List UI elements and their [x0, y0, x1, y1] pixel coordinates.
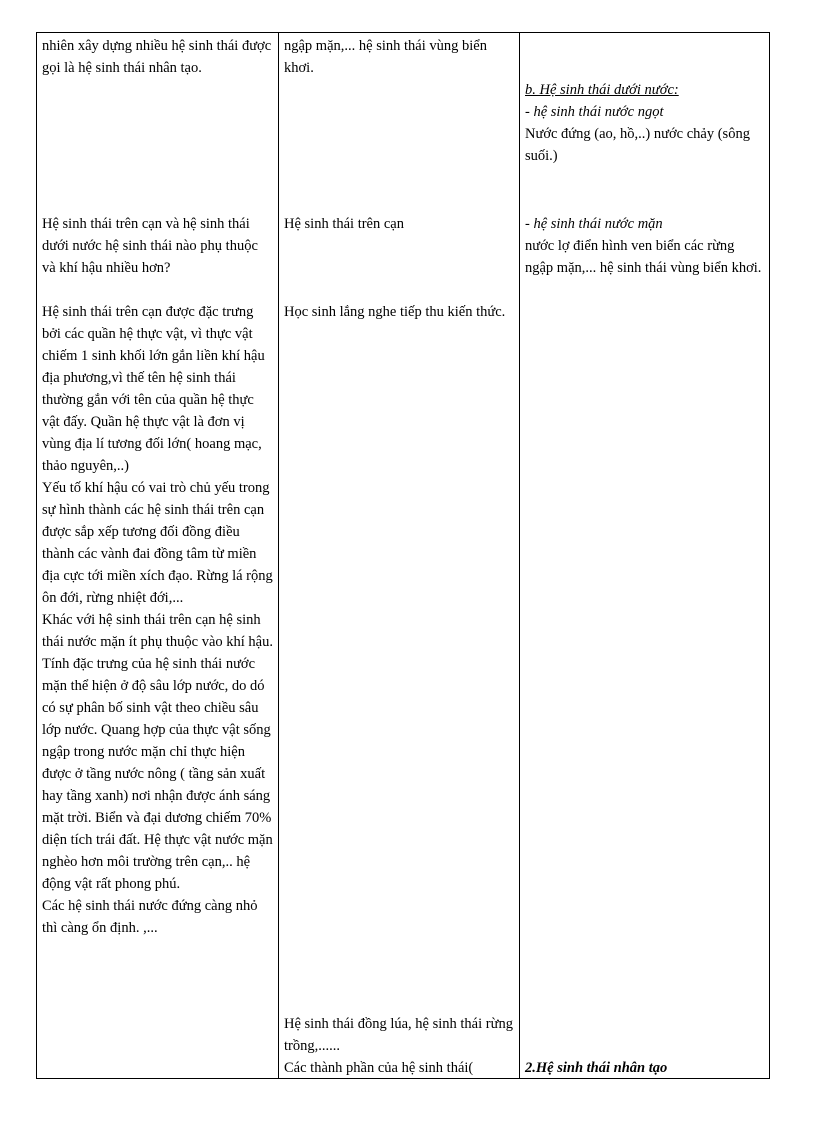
- text-block: [525, 1057, 764, 1079]
- question-paragraph: Hệ sinh thái trên cạn và hệ sinh thái dưới nước hệ sinh thái nào phụ thuộc và khí hậu nhiều hơn?: [42, 216, 258, 276]
- label-saltwater: - hệ sinh thái nước mặn: [525, 216, 663, 232]
- text-block: [42, 35, 273, 79]
- student-activity-column: [279, 33, 520, 1079]
- examples-paragraph: Hệ sinh thái đồng lúa, hệ sinh thái rừng trồng,......: [284, 1016, 513, 1054]
- text-block: [42, 301, 273, 939]
- text-block: [284, 213, 514, 235]
- paragraph-climate: Yếu tố khí hậu có vai trò chủ yếu trong sự hình thành các hệ sinh thái trên cạn được sắp xếp tương đối đồng điều thành các vành đai đồng tâm từ miền địa cực tới miền xích đạo. Rừng lá rộng ôn đới, rừng nhiệt đới,...: [42, 480, 273, 606]
- paragraph-artificial-ecosystem: nhiên xây dựng nhiều hệ sinh thái được gọi là hệ sinh thái nhân tạo.: [42, 38, 272, 76]
- text-block: [284, 1013, 514, 1079]
- teacher-activity-column: [37, 33, 279, 1079]
- components-paragraph: Các thành phần của hệ sinh thái(: [284, 1060, 474, 1076]
- lesson-table: [36, 32, 770, 1079]
- text-block: [42, 213, 273, 279]
- freshwater-description: Nước đứng (ao, hồ,..) nước chảy (sông suối.): [525, 126, 750, 164]
- paragraph-terrestrial: Hệ sinh thái trên cạn được đặc trưng bởi các quần hệ thực vật, vì thực vật chiếm 1 sinh khối lớn gắn liền khí hậu địa phương,vì thế tên hệ sinh thái thường gắn với tên của quần hệ thực vật đấy. Quần hệ thực vật là đơn vị vùng địa lí tương đối lớn( hoang mạc, thảo nguyên,..): [42, 304, 265, 474]
- listen-paragraph: Học sinh lắng nghe tiếp thu kiến thức.: [284, 304, 506, 320]
- paragraph-mangrove: ngập mặn,... hệ sinh thái vùng biển khơi.: [284, 38, 487, 76]
- text-block: [284, 301, 514, 323]
- paragraph-saltwater: Khác với hệ sinh thái trên cạn hệ sinh thái nước mặn ít phụ thuộc vào khí hậu. Tính đặc trưng của hệ sinh thái nước mặn thể hiện ở độ sâu lớp nước, do dó có sự phân bố sinh vật theo chiều sâu lớp nước. Quang hợp của thực vật sống ngập trong nước mặn chỉ thực hiện được ở tầng nước nông ( tầng sản xuất hay tầng xanh) nơi nhận được ánh sáng mặt trời. Biển và đại dương chiếm 70% diện tích trái đất. Hệ thực vật nước mặn nghèo hơn môi trường trên cạn,.. hệ động vật rất phong phú.: [42, 612, 273, 892]
- paragraph-freshwater: Các hệ sinh thái nước đứng càng nhỏ thì càng ổn định. ,...: [42, 898, 258, 936]
- text-block: [284, 35, 514, 79]
- table-row: [37, 33, 770, 1079]
- heading-artificial-ecosystem: 2.Hệ sinh thái nhân tạo: [525, 1060, 668, 1076]
- label-freshwater: - hệ sinh thái nước ngọt: [525, 104, 664, 120]
- text-block: [525, 79, 764, 167]
- text-block: [525, 213, 764, 279]
- document-page: [36, 32, 769, 1079]
- content-column: [520, 33, 770, 1079]
- saltwater-description: nước lợ điển hình ven biển các rừng ngập mặn,... hệ sinh thái vùng biển khơi.: [525, 238, 762, 276]
- heading-aquatic-ecosystem: b. Hệ sinh thái dưới nước:: [525, 82, 679, 98]
- answer-paragraph: Hệ sinh thái trên cạn: [284, 216, 404, 232]
